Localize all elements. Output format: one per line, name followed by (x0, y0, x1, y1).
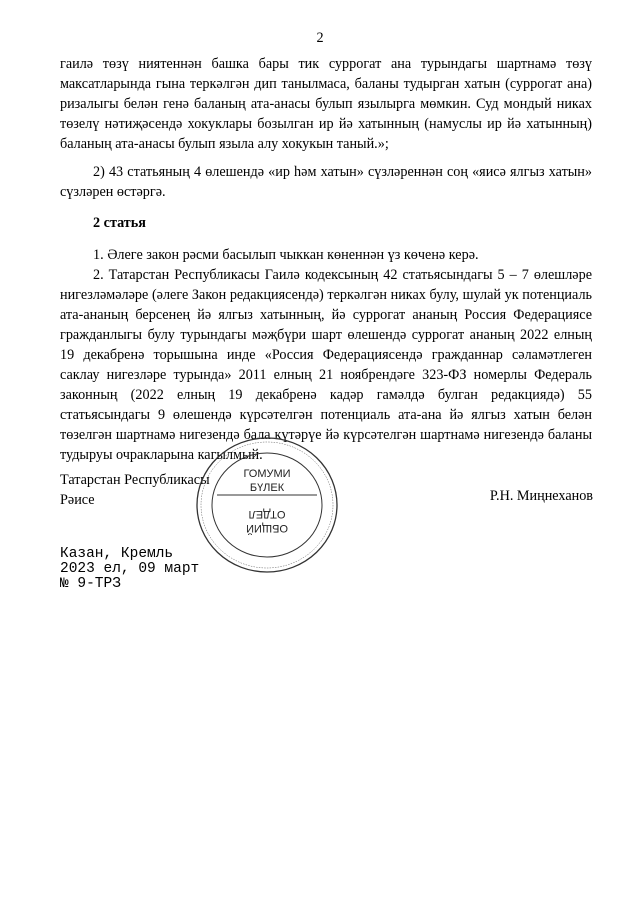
signatory-title-line-1: Татарстан Республикасы (60, 472, 210, 488)
stamp-text-3: ОТДЕЛ (248, 508, 286, 520)
paragraph-text: 2) 43 статьяның 4 өлешендә «ир һәм хатын» сүзләреннән соң «яисә ялгыз хатын» сүзләрен өстәргә. (60, 164, 592, 200)
footer-date: 2023 ел, 09 март (60, 561, 200, 577)
article-2-body (60, 245, 592, 465)
official-stamp-seal (193, 433, 341, 578)
footer-number: № 9-ТРЗ (60, 576, 121, 592)
document-footer (60, 547, 199, 592)
signatory-name: Р.Н. Миңнеханов (489, 488, 593, 504)
stamp-text-2: БҮЛЕК (249, 482, 285, 494)
paragraph-amendment-2 (60, 162, 592, 202)
stamp-text-4: ОБЩИЙ (246, 522, 288, 534)
article-heading: 2 статья (93, 215, 146, 231)
footer-place: Казан, Кремль (60, 546, 174, 562)
article-2-item-1: 1. Әлеге закон рәсми басылып чыккан көненнән үз көченә керә. (93, 247, 479, 263)
signatory-title-line-2: Рәисе (60, 492, 95, 508)
page-number: 2 (316, 30, 324, 46)
signatory-title (60, 470, 210, 510)
paragraph-text: гаилә төзү ниятеннән башка бары тик суррогат ана турындагы шартнамә төзү максатларында гына теркәлгән дип танылмаса, баланы тудырган хатын (суррогат ана) ризалыгы белән генә баланың ата-анасы булып язылырга мөмкин. Суд мондый никах төзелү нәтиҗәсендә хокуклары бозылган ир йә хатынның (намуслы ир йә хатынның) баланың ата-анасы булып языла алу хокукын таный.»; (60, 56, 592, 152)
article-2-item-2: 2. Татарстан Республикасы Гаилә кодексының 42 статьясындагы 5 – 7 өлешләре нигезләмәләре (әлеге Закон редакциясендә) теркәлгән никах булу, шулай ук потенциаль ата-ананың берсенең йә ялгыз хатынның, йә суррогат ананың Россия Федерациясе гражданлыгы булу турындагы мәҗбүри шарт өлешендә суррогат ананың 2022 елның 19 декабренә торышына инде «Россия Федерациясендә гражданнар сәламәтлеген саклау нигезләре турында» 2011 елның 21 ноябрендәге 323-ФЗ номерлы Федераль законның (2022 елның 19 декабренә кадәр гамәлдә булган редакциядә) 55 статьясындагы 9 өлешендә күрсәтелгән потенциаль ата-ана йә ялгыз хатын белән төзелгән шартнамә нигезендә бала күтәрүе йә күрсәтелгән шартнамә нигезендә баланы тудыруы очракларына кагылмый. (60, 267, 592, 463)
stamp-text-1: ГОМУМИ (243, 468, 291, 480)
paragraph-continuation (60, 54, 592, 154)
